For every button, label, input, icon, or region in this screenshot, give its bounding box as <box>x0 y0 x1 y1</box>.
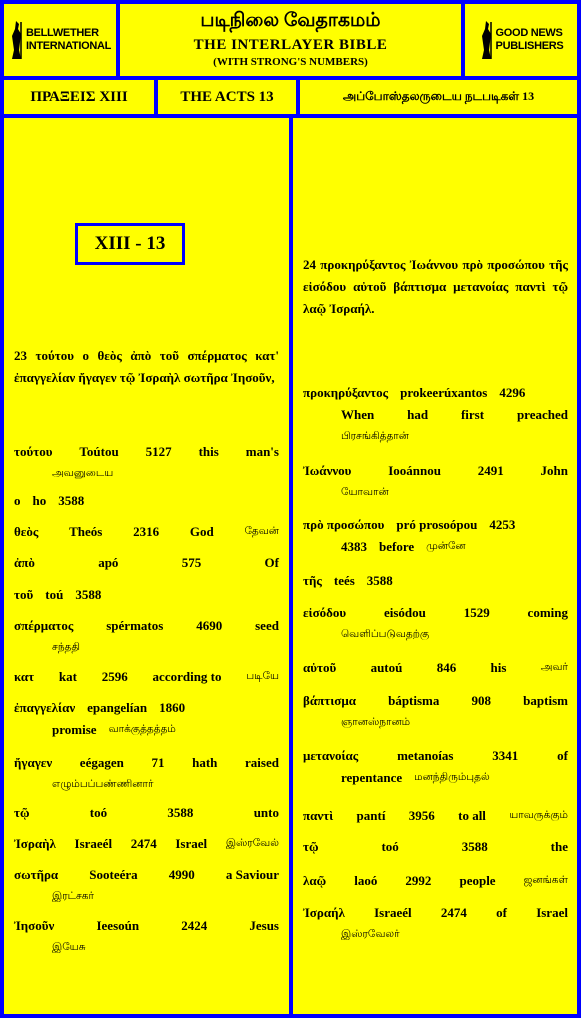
word-token: யாவருக்கும் <box>509 810 568 821</box>
word-token: his <box>490 660 507 675</box>
word-entry <box>14 666 279 688</box>
word-token: τῷ <box>303 839 319 854</box>
word-token: இயேசு <box>52 942 86 953</box>
word-token: eisódou <box>383 605 426 620</box>
word-token: When <box>341 407 375 422</box>
word-entry <box>303 570 568 592</box>
word-token: σωτῆρα <box>14 867 59 882</box>
word-token: 3588 <box>58 493 85 508</box>
word-token: preached <box>516 407 568 422</box>
shepherd-figure-icon <box>9 20 23 60</box>
word-token: σπέρματος <box>14 618 74 633</box>
title-english: THE INTERLAYER BIBLE <box>193 37 388 53</box>
word-token: man's <box>245 444 279 459</box>
word-token: baptism <box>523 693 568 708</box>
word-token: முன்னே <box>426 541 466 552</box>
word-entry <box>303 514 568 558</box>
word-token: Theós <box>69 524 103 539</box>
word-entry <box>14 490 279 512</box>
word-token: God <box>189 524 214 539</box>
word-token: πρὸ προσώπου <box>303 517 385 532</box>
word-token: 1529 <box>463 605 490 620</box>
word-token: 2992 <box>405 873 432 888</box>
chapter-tamil: அப்போஸ்தலருடைய நடபடிகள் 13 <box>300 80 577 114</box>
word-entry <box>303 690 568 734</box>
word-token: pantí <box>356 808 386 823</box>
word-token: λαῷ <box>303 873 327 888</box>
word-token: a Saviour <box>225 867 279 882</box>
word-entry <box>303 836 568 858</box>
word-token: இரட்சகர் <box>52 891 95 902</box>
title-tamil: படிநிலை வேதாகமம் <box>200 10 381 31</box>
word-entry <box>14 615 279 659</box>
word-token: kat <box>58 669 77 684</box>
word-token: according to <box>152 669 222 684</box>
logo-line-2: PUBLISHERS <box>495 40 564 52</box>
word-token: τοῦ <box>14 587 34 602</box>
word-token: ஞானஸ்நானம் <box>341 717 411 728</box>
word-token: promise <box>52 722 97 737</box>
verse-label: XIII - 13 <box>75 223 185 265</box>
bellwether-logo <box>4 4 116 76</box>
word-entry <box>303 902 568 946</box>
word-token: 846 <box>436 660 457 675</box>
word-token: people <box>459 873 496 888</box>
word-entry <box>14 833 279 855</box>
shepherd-figure-icon <box>479 20 493 60</box>
word-token: this <box>198 444 219 459</box>
word-token: had <box>407 407 429 422</box>
word-token: toú <box>45 587 64 602</box>
word-token: repentance <box>341 770 403 785</box>
word-token: hath <box>192 755 218 770</box>
word-entry <box>303 870 568 892</box>
word-token: ἀπὸ <box>14 555 35 570</box>
word-token: εἰσόδου <box>303 605 347 620</box>
logo-line-2: INTERNATIONAL <box>25 40 112 52</box>
word-entry <box>303 745 568 789</box>
word-token: Israel <box>175 836 208 851</box>
word-token: κατ <box>14 669 35 684</box>
word-token: θεὸς <box>14 524 39 539</box>
word-entry <box>303 382 568 448</box>
word-token: Toútou <box>79 444 119 459</box>
good-news-logo <box>465 4 577 76</box>
word-token: அவனுடைய <box>52 468 114 479</box>
word-token: Ἰσραὴλ <box>14 836 56 851</box>
word-entry <box>303 460 568 504</box>
word-token: 575 <box>181 555 202 570</box>
logo-line-1: GOOD NEWS <box>495 27 563 39</box>
word-token: Sooteéra <box>89 867 138 882</box>
word-token: eégagen <box>79 755 124 770</box>
word-token: προκηρύξαντος <box>303 385 389 400</box>
word-token: Ieesoún <box>96 918 140 933</box>
word-token: báptisma <box>388 693 440 708</box>
word-token: ho <box>32 493 47 508</box>
word-token: before <box>379 539 415 554</box>
word-token: படியே <box>246 671 279 682</box>
title-block <box>120 4 461 76</box>
word-token: metanoías <box>397 748 454 763</box>
word-token: Israeél <box>74 836 113 851</box>
word-token: ἐπαγγελίαν <box>14 700 76 715</box>
word-token: ἤγαγεν <box>14 755 53 770</box>
word-token: 4690 <box>196 618 223 633</box>
word-token: τούτου <box>14 444 53 459</box>
word-token: யோவான் <box>341 487 389 498</box>
word-entry <box>14 752 279 796</box>
word-token: John <box>540 463 568 478</box>
word-token: παντὶ <box>303 808 334 823</box>
word-token: 3588 <box>461 839 488 854</box>
word-token: of <box>557 748 568 763</box>
word-entry <box>14 915 279 959</box>
word-token: 908 <box>471 693 492 708</box>
chapter-english: THE ACTS 13 <box>158 80 296 114</box>
word-token: 2491 <box>477 463 504 478</box>
verse-23-text: 23 τούτου ο θεὸς ἀπὸ τοῦ σπέρματος κατ' ἐπαγγελίαν ἤγαγεν τῷ Ἰσραὴλ σωτῆρα Ἰησοῦν, <box>14 348 279 385</box>
word-token: toó <box>381 839 399 854</box>
word-token: தேவன் <box>244 526 279 537</box>
word-entry <box>303 602 568 646</box>
word-entry <box>14 552 279 574</box>
word-token: Ἰησοῦν <box>14 918 55 933</box>
word-token: Iooánnou <box>388 463 441 478</box>
verse-24-text: 24 προκηρύξαντος Ἰωάννου πρὸ προσώπου τῆς εἰσόδου αὐτοῦ βάπτισμα μετανοίας παντὶ τῷ λαῷ Ἰσραήλ. <box>303 257 568 316</box>
word-token: of <box>496 905 507 920</box>
word-token: teés <box>333 573 355 588</box>
word-token: raised <box>245 755 279 770</box>
subtitle: (WITH STRONG'S NUMBERS) <box>213 56 368 68</box>
word-token: 4296 <box>499 385 526 400</box>
word-token: first <box>460 407 485 422</box>
word-token: toó <box>89 805 108 820</box>
word-token: 3956 <box>408 808 435 823</box>
word-token: 3588 <box>75 587 102 602</box>
word-token: μετανοίας <box>303 748 359 763</box>
word-token: αὐτοῦ <box>303 660 337 675</box>
word-token: spérmatos <box>106 618 164 633</box>
word-token: சந்ததி <box>52 642 80 653</box>
word-token: இஸ்ரவேலர் <box>341 929 400 940</box>
word-token: prokeerúxantos <box>400 385 488 400</box>
word-token: 4253 <box>489 517 516 532</box>
word-entry <box>14 802 279 824</box>
word-token: வாக்குத்தத்தம் <box>108 724 176 735</box>
word-token: Ἰσραήλ <box>303 905 345 920</box>
word-token: Of <box>264 555 279 570</box>
word-token: எழும்பப்பண்ணினார் <box>52 779 154 790</box>
word-token: 3588 <box>167 805 194 820</box>
word-token: 4990 <box>168 867 195 882</box>
word-token: 2474 <box>440 905 467 920</box>
word-token: Israel <box>536 905 568 920</box>
word-token: 2424 <box>181 918 208 933</box>
word-token: வெளிப்படுவதற்கு <box>341 629 430 640</box>
word-token: 3588 <box>366 573 393 588</box>
word-token: இஸ்ரவேல் <box>225 838 279 849</box>
word-token: Israeél <box>374 905 412 920</box>
word-entry <box>303 657 568 679</box>
word-token: மனந்திரும்புதல் <box>414 772 490 783</box>
word-token: τῷ <box>14 805 30 820</box>
word-token: to all <box>458 808 486 823</box>
word-token: Ἰωάννου <box>303 463 352 478</box>
word-entry <box>303 805 568 827</box>
word-token: பிரசங்கித்தான் <box>341 431 409 442</box>
word-token: ο <box>14 493 21 508</box>
word-token: autoú <box>370 660 403 675</box>
word-entry <box>14 441 279 485</box>
word-token: the <box>550 839 568 854</box>
word-token: laoó <box>354 873 378 888</box>
word-entry <box>14 697 279 741</box>
word-token: 1860 <box>159 700 186 715</box>
word-token: ஜனங்கள் <box>523 875 568 886</box>
word-token: 4383 <box>341 539 367 554</box>
word-token: 5127 <box>145 444 172 459</box>
word-token: unto <box>253 805 279 820</box>
word-token: 3341 <box>492 748 519 763</box>
word-entry <box>14 584 279 606</box>
word-token: βάπτισμα <box>303 693 356 708</box>
word-token: pró prosoópou <box>396 517 478 532</box>
word-token: apó <box>98 555 119 570</box>
word-token: Jesus <box>249 918 279 933</box>
word-entry <box>14 864 279 908</box>
chapter-greek: ΠΡΑΞΕΙΣ XIII <box>4 80 154 114</box>
word-token: 2596 <box>101 669 128 684</box>
word-token: அவர் <box>540 662 568 673</box>
word-token: epangelían <box>87 700 148 715</box>
word-token: 2316 <box>133 524 160 539</box>
word-token: 2474 <box>130 836 157 851</box>
word-token: coming <box>527 605 568 620</box>
logo-line-1: BELLWETHER <box>25 27 99 39</box>
word-token: 71 <box>151 755 165 770</box>
word-entry <box>14 521 279 543</box>
word-token: seed <box>255 618 279 633</box>
word-token: τῆς <box>303 573 322 588</box>
